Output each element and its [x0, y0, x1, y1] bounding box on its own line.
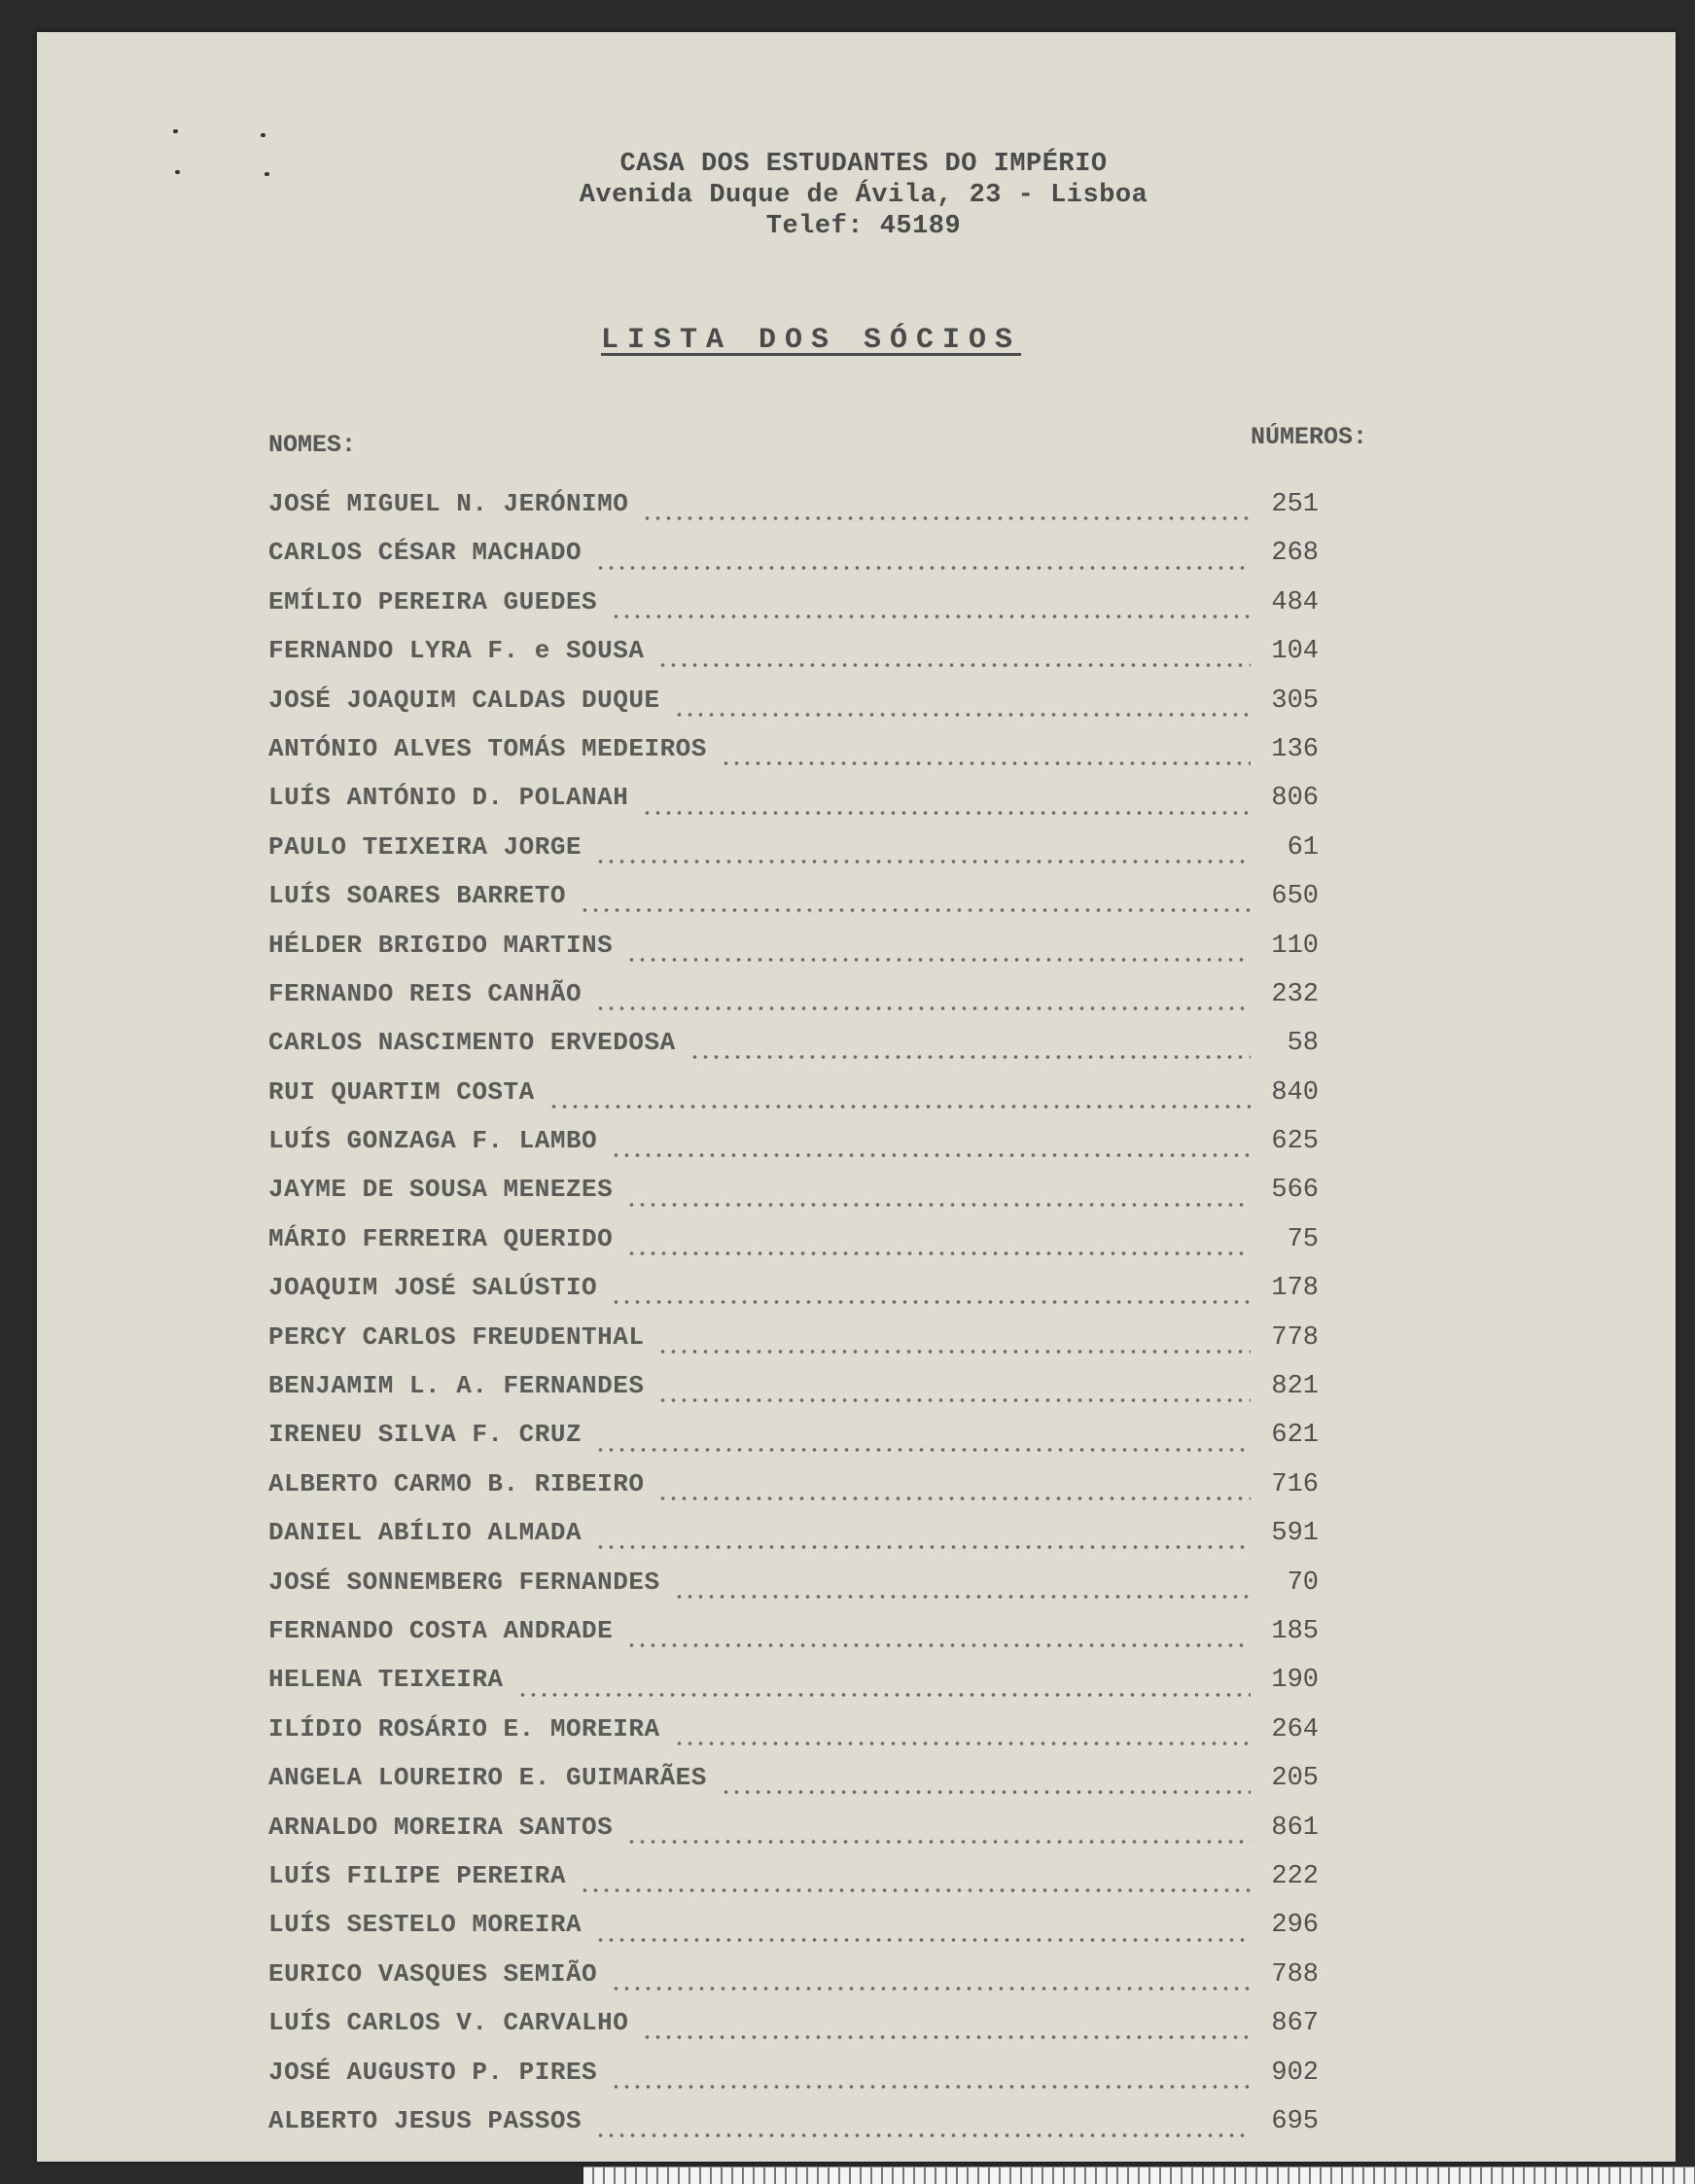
list-item [268, 783, 1319, 831]
list-item [268, 489, 1319, 538]
member-name: JOSÉ AUGUSTO P. PIRES [268, 2057, 598, 2087]
list-item [268, 1518, 1319, 1567]
dot-leader [611, 1987, 1251, 1990]
member-name: IRENEU SILVA F. CRUZ [268, 1420, 583, 1450]
member-name: HELENA TEIXEIRA [268, 1665, 504, 1695]
member-number: 778 [1271, 1322, 1319, 1353]
dot-leader [626, 1643, 1251, 1647]
member-name: PAULO TEIXEIRA JORGE [268, 831, 583, 862]
dot-leader [580, 1888, 1251, 1892]
member-number: 58 [1287, 1029, 1319, 1059]
list-item [268, 1322, 1319, 1371]
dot-leader [626, 1203, 1251, 1207]
list-item [268, 587, 1319, 636]
list-item [268, 881, 1319, 930]
document-page [37, 32, 1676, 2162]
dot-leader [595, 1545, 1251, 1549]
list-item [268, 1273, 1319, 1321]
scan-background [0, 0, 1695, 32]
list-item [268, 686, 1319, 734]
list-item [268, 1616, 1319, 1665]
dot-leader [595, 2133, 1251, 2137]
member-name: LUÍS GONZAGA F. LAMBO [268, 1126, 598, 1156]
punch-mark [265, 172, 269, 176]
names-column-header: NOMES: [268, 431, 357, 459]
member-number: 104 [1271, 637, 1319, 667]
punch-mark [261, 133, 265, 137]
member-number: 867 [1271, 2009, 1319, 2039]
member-number: 178 [1271, 1274, 1319, 1304]
member-name: LUÍS SESTELO MOREIRA [268, 1910, 583, 1940]
list-item [268, 1568, 1319, 1616]
member-name: JAYME DE SOUSA MENEZES [268, 1175, 614, 1205]
dot-leader [674, 713, 1251, 717]
dot-leader [626, 958, 1251, 962]
member-number: 821 [1271, 1372, 1319, 1402]
member-number: 110 [1271, 931, 1319, 961]
list-item [268, 734, 1319, 783]
dot-leader [642, 811, 1251, 815]
list-item [268, 1420, 1319, 1468]
dot-leader [611, 1153, 1251, 1157]
member-number: 566 [1271, 1176, 1319, 1206]
punch-mark [175, 170, 180, 174]
org-address: Avenida Duque de Ávila, 23 - Lisboa [579, 181, 1148, 210]
list-item [268, 1077, 1319, 1126]
org-name: CASA DOS ESTUDANTES DO IMPÉRIO [619, 150, 1108, 179]
member-name: CARLOS NASCIMENTO ERVEDOSA [268, 1028, 676, 1058]
dot-leader [657, 1497, 1251, 1500]
dot-leader [595, 1006, 1251, 1010]
dot-leader [721, 1790, 1251, 1794]
member-name: LUÍS ANTÓNIO D. POLANAH [268, 783, 629, 813]
member-number: 305 [1271, 686, 1319, 716]
list-item [268, 1813, 1319, 1861]
list-item [268, 538, 1319, 586]
member-number: 840 [1271, 1077, 1319, 1108]
org-phone: Telef: 45189 [765, 212, 962, 241]
member-number: 190 [1271, 1666, 1319, 1696]
list-item [268, 2058, 1319, 2106]
list-item [268, 1714, 1319, 1763]
member-name: FERNANDO LYRA F. e SOUSA [268, 636, 645, 666]
member-name: RUI QUARTIM COSTA [268, 1076, 535, 1107]
member-number: 902 [1271, 2058, 1319, 2088]
member-number: 251 [1271, 490, 1319, 519]
member-number: 695 [1271, 2106, 1319, 2136]
list-item [268, 1175, 1319, 1223]
member-name: EURICO VASQUES SEMIÃO [268, 1958, 598, 1989]
member-name: LUÍS FILIPE PEREIRA [268, 1860, 566, 1890]
member-name: ANTÓNIO ALVES TOMÁS MEDEIROS [268, 733, 707, 763]
list-item [268, 1028, 1319, 1076]
list-item [268, 1371, 1319, 1420]
member-number: 205 [1271, 1764, 1319, 1794]
member-number: 788 [1271, 1959, 1319, 1990]
list-item [268, 1959, 1319, 2008]
member-name: JOSÉ JOAQUIM CALDAS DUQUE [268, 685, 660, 715]
dot-leader [674, 1742, 1251, 1745]
dot-leader [595, 860, 1251, 863]
member-number: 70 [1287, 1568, 1319, 1598]
list-item [268, 1126, 1319, 1175]
member-number: 484 [1271, 587, 1319, 617]
member-number: 232 [1271, 979, 1319, 1009]
list-item [268, 1910, 1319, 1958]
member-name: HÉLDER BRIGIDO MARTINS [268, 930, 614, 960]
dot-leader [595, 1448, 1251, 1452]
member-number: 268 [1271, 539, 1319, 569]
list-item [268, 1469, 1319, 1518]
member-name: ALBERTO JESUS PASSOS [268, 2105, 583, 2135]
dot-leader [657, 663, 1251, 667]
member-name: ANGELA LOUREIRO E. GUIMARÃES [268, 1763, 707, 1793]
list-item [268, 931, 1319, 979]
member-number: 806 [1271, 784, 1319, 814]
member-name: JOSÉ MIGUEL N. JERÓNIMO [268, 489, 629, 518]
member-number: 136 [1271, 734, 1319, 764]
numbers-column-header: NÚMEROS: [1251, 423, 1368, 451]
list-item [268, 2106, 1319, 2155]
list-item [268, 832, 1319, 881]
member-name: ARNALDO MOREIRA SANTOS [268, 1812, 614, 1842]
member-number: 625 [1271, 1127, 1319, 1157]
list-item [268, 1763, 1319, 1812]
dot-leader [611, 2085, 1251, 2089]
member-name: DANIEL ABÍLIO ALMADA [268, 1518, 583, 1548]
member-name: CARLOS CÉSAR MACHADO [268, 538, 583, 568]
dot-leader [595, 566, 1251, 570]
list-item [268, 1224, 1319, 1273]
member-number: 650 [1271, 882, 1319, 912]
list-item [268, 1861, 1319, 1910]
letterhead [562, 149, 1165, 242]
member-number: 185 [1271, 1616, 1319, 1646]
dot-leader [657, 1398, 1251, 1402]
member-number: 716 [1271, 1469, 1319, 1499]
member-name: ALBERTO CARMO B. RIBEIRO [268, 1468, 645, 1498]
dot-leader [517, 1693, 1251, 1697]
member-list [268, 489, 1319, 2155]
dot-leader [657, 1350, 1251, 1354]
member-name: ILÍDIO ROSÁRIO E. MOREIRA [268, 1713, 660, 1744]
dot-leader [626, 1251, 1251, 1255]
dot-leader [642, 2035, 1251, 2039]
member-number: 264 [1271, 1714, 1319, 1744]
member-number: 621 [1271, 1421, 1319, 1451]
member-name: EMÍLIO PEREIRA GUEDES [268, 586, 598, 616]
member-number: 75 [1287, 1224, 1319, 1254]
member-name: JOAQUIM JOSÉ SALÚSTIO [268, 1273, 598, 1303]
member-name: BENJAMIM L. A. FERNANDES [268, 1371, 645, 1401]
member-name: LUÍS CARLOS V. CARVALHO [268, 2008, 629, 2038]
dot-leader [595, 1938, 1251, 1942]
scale-ruler [583, 2166, 1695, 2184]
dot-leader [642, 516, 1251, 520]
member-name: PERCY CARLOS FREUDENTHAL [268, 1321, 645, 1352]
member-name: FERNANDO REIS CANHÃO [268, 978, 583, 1008]
list-item [268, 979, 1319, 1028]
page-title: LISTA DOS SÓCIOS [601, 324, 1022, 357]
member-number: 591 [1271, 1519, 1319, 1549]
dot-leader [611, 615, 1251, 618]
dot-leader [548, 1105, 1251, 1109]
member-number: 861 [1271, 1813, 1319, 1843]
list-item [268, 1665, 1319, 1713]
list-item [268, 636, 1319, 685]
member-name: FERNANDO COSTA ANDRADE [268, 1615, 614, 1645]
dot-leader [689, 1055, 1251, 1059]
punch-mark [173, 129, 178, 133]
dot-leader [580, 908, 1251, 912]
list-item [268, 2008, 1319, 2057]
dot-leader [674, 1595, 1251, 1599]
dot-leader [626, 1840, 1251, 1844]
member-number: 296 [1271, 1911, 1319, 1941]
dot-leader [721, 761, 1251, 765]
member-name: JOSÉ SONNEMBERG FERNANDES [268, 1567, 660, 1597]
member-name: MÁRIO FERREIRA QUERIDO [268, 1223, 614, 1253]
member-number: 222 [1271, 1861, 1319, 1891]
member-number: 61 [1287, 832, 1319, 863]
dot-leader [611, 1300, 1251, 1304]
member-name: LUÍS SOARES BARRETO [268, 881, 566, 911]
